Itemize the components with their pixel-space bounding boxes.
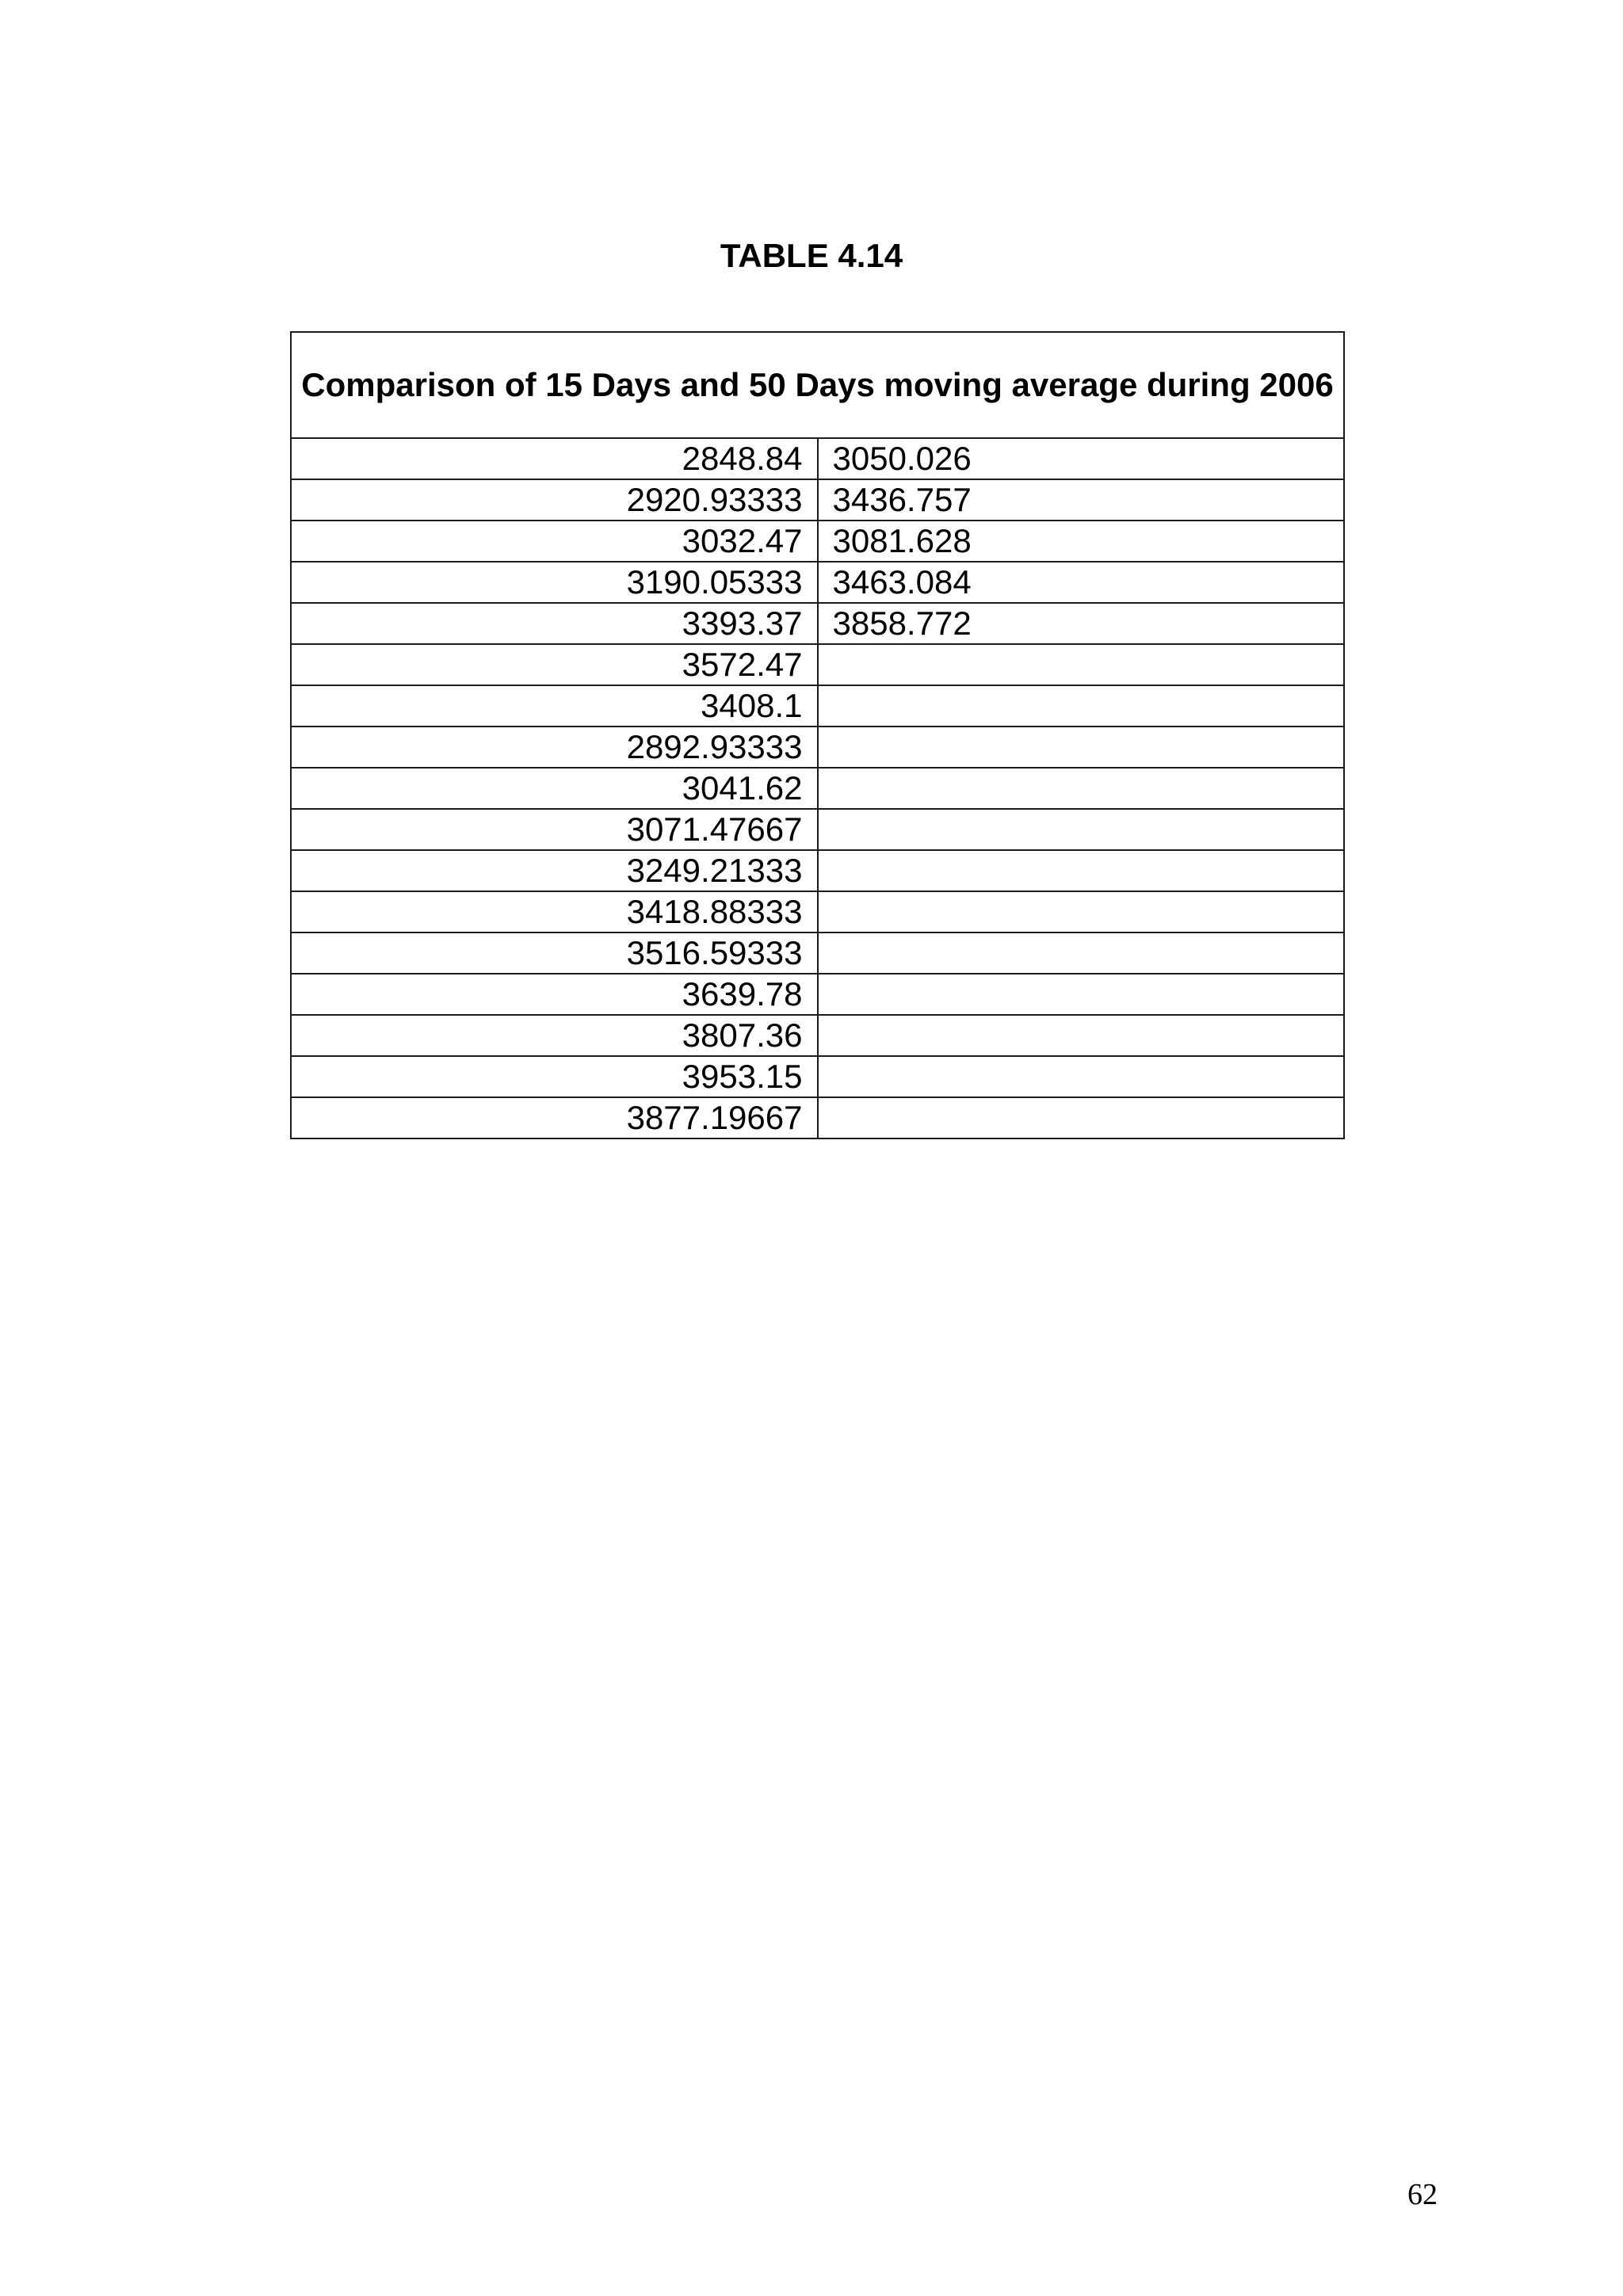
fifteen-day-average-cell: 3190.05333 [291, 562, 818, 603]
table-row [291, 1056, 1344, 1097]
page-number: 62 [1407, 2178, 1438, 2211]
table-row [291, 562, 1344, 603]
fifty-day-average-cell [818, 809, 1345, 850]
fifty-day-average-cell [818, 850, 1345, 891]
fifteen-day-average-cell: 3516.59333 [291, 933, 818, 974]
fifteen-day-average-cell: 2920.93333 [291, 479, 818, 521]
fifty-day-average-cell [818, 974, 1345, 1015]
table-row [291, 603, 1344, 644]
fifty-day-average-cell: 3081.628 [818, 521, 1345, 562]
fifteen-day-average-cell: 3408.1 [291, 685, 818, 727]
fifteen-day-average-cell: 2892.93333 [291, 727, 818, 768]
moving-average-table [290, 331, 1345, 1139]
table-row [291, 891, 1344, 933]
fifteen-day-average-cell: 3572.47 [291, 644, 818, 685]
table-row [291, 521, 1344, 562]
fifty-day-average-cell [818, 1056, 1345, 1097]
table-caption: Comparison of 15 Days and 50 Days moving average during 2006 [291, 332, 1344, 438]
fifty-day-average-cell: 3050.026 [818, 438, 1345, 479]
fifteen-day-average-cell: 3071.47667 [291, 809, 818, 850]
fifty-day-average-cell: 3463.084 [818, 562, 1345, 603]
fifty-day-average-cell [818, 1015, 1345, 1056]
table-row [291, 1097, 1344, 1138]
fifteen-day-average-cell: 3418.88333 [291, 891, 818, 933]
fifteen-day-average-cell: 3877.19667 [291, 1097, 818, 1138]
fifteen-day-average-cell: 3639.78 [291, 974, 818, 1015]
table-row [291, 479, 1344, 521]
fifteen-day-average-cell: 3953.15 [291, 1056, 818, 1097]
table-row [291, 644, 1344, 685]
table-row [291, 768, 1344, 809]
table-row [291, 1015, 1344, 1056]
fifty-day-average-cell [818, 768, 1345, 809]
fifteen-day-average-cell: 2848.84 [291, 438, 818, 479]
fifteen-day-average-cell: 3393.37 [291, 603, 818, 644]
fifty-day-average-cell [818, 644, 1345, 685]
table-row [291, 438, 1344, 479]
fifteen-day-average-cell: 3249.21333 [291, 850, 818, 891]
fifty-day-average-cell [818, 933, 1345, 974]
fifteen-day-average-cell: 3041.62 [291, 768, 818, 809]
fifty-day-average-cell [818, 727, 1345, 768]
fifteen-day-average-cell: 3032.47 [291, 521, 818, 562]
table-row [291, 685, 1344, 727]
fifteen-day-average-cell: 3807.36 [291, 1015, 818, 1056]
table-row [291, 727, 1344, 768]
table-row [291, 850, 1344, 891]
table-row [291, 809, 1344, 850]
table-row [291, 974, 1344, 1015]
table-row [291, 933, 1344, 974]
fifty-day-average-cell [818, 685, 1345, 727]
table-title: TABLE 4.14 [720, 237, 903, 274]
fifty-day-average-cell [818, 891, 1345, 933]
table-header-row [291, 332, 1344, 438]
fifty-day-average-cell: 3436.757 [818, 479, 1345, 521]
fifty-day-average-cell [818, 1097, 1345, 1138]
fifty-day-average-cell: 3858.772 [818, 603, 1345, 644]
